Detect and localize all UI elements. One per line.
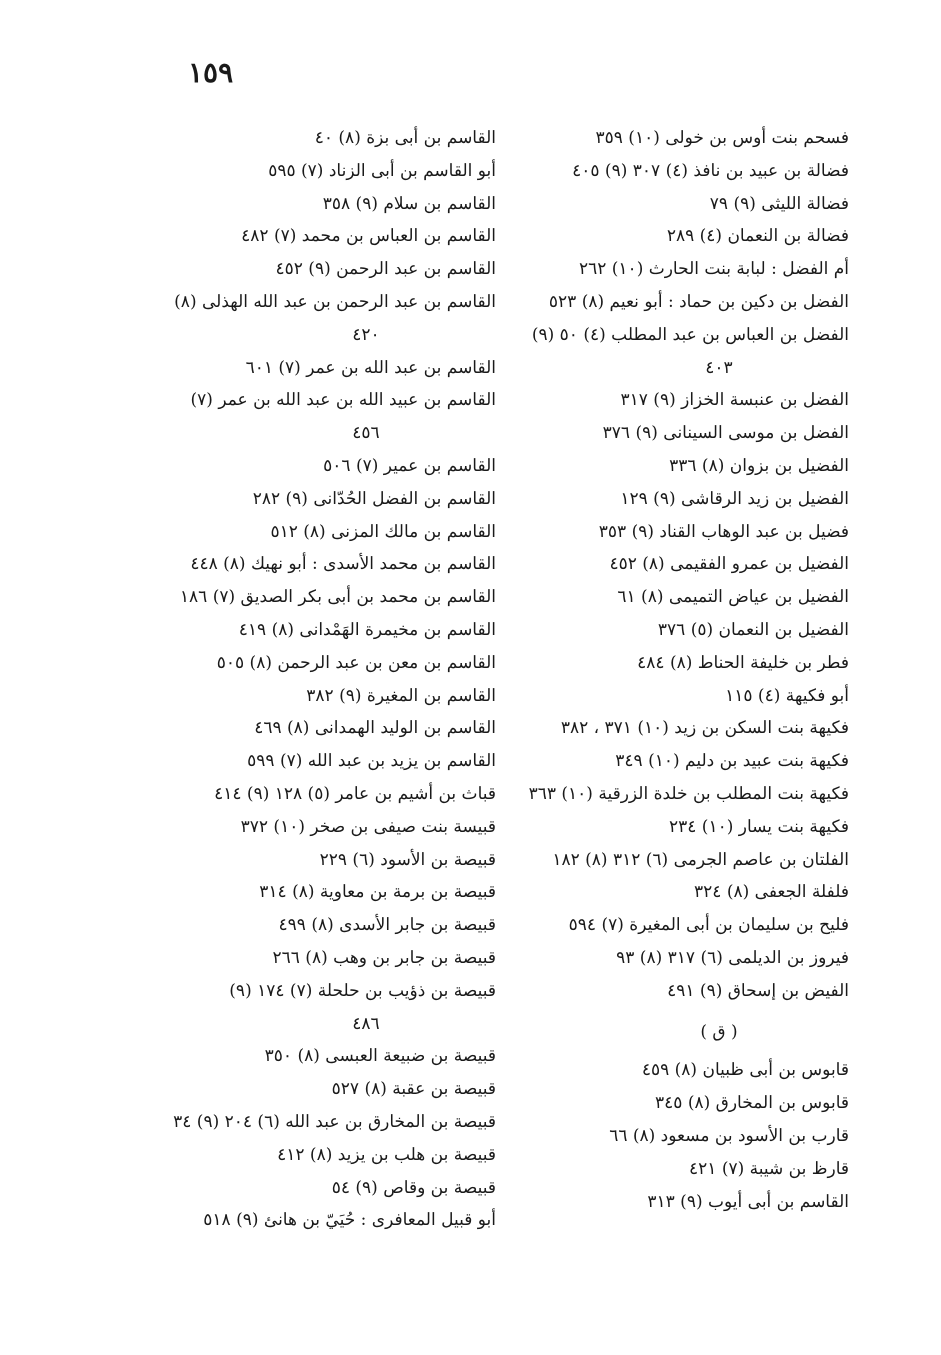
index-entry: فضالة الليثى (٩) ٧٩ — [709, 193, 849, 214]
index-entry: قابوس بن المخارق (٨) ٣٤٥ — [655, 1093, 849, 1114]
index-entry: الفضيل بن زيد الرقاشى (٩) ١٢٩ — [620, 488, 849, 509]
index-entry: أم الفضل : لبابة بنت الحارث (١٠) ٢٦٢ — [578, 259, 849, 280]
index-entry: قارب بن الأسود بن مسعود (٨) ٦٦ — [609, 1125, 849, 1146]
index-entry: الفضيل بن عياض التميمى (٨) ٦١ — [617, 587, 849, 608]
index-entry: فضيل بن عبد الوهاب القناد (٩) ٣٥٣ — [598, 521, 849, 542]
index-entry: فكيهة بنت المطلب بن خلدة الزرقية (١٠) ٣٦٣ — [528, 783, 849, 804]
index-entry: القاسم بن المغيرة (٩) ٣٨٢ — [306, 685, 496, 706]
index-entry: فكيهة بنت السكن بن زيد (١٠) ٣٧١ ، ٣٨٢ — [560, 718, 849, 739]
index-entry: فسحم بنت أوس بن خولى (١٠) ٣٥٩ — [595, 128, 849, 148]
index-entry: فليح بن سليمان بن أبى المغيرة (٧) ٥٩٤ — [568, 915, 849, 936]
index-entry: القاسم بن عبد الرحمن (٩) ٤٥٢ — [275, 259, 496, 280]
index-entry: القاسم بن عمير (٧) ٥٠٦ — [323, 455, 496, 476]
index-entry: فضالة بن عبيد بن نافذ (٤) ٣٠٧ (٩) ٤٠٥ — [572, 160, 849, 181]
index-entry: الفضل بن دكين بن حماد : أبو نعيم (٨) ٥٢٣ — [548, 291, 849, 312]
index-entry: فطر بن خليفة الحناط (٨) ٤٨٤ — [637, 652, 849, 673]
index-entry: قبيصة بن وقاص (٩) ٥٤ — [331, 1177, 496, 1198]
index-entry: القاسم بن العباس بن محمد (٧) ٤٨٢ — [241, 226, 496, 247]
index-entry: القاسم بن معن بن عبد الرحمن (٨) ٥٠٥ — [216, 652, 496, 673]
index-entry-continuation: ٤٠٣ — [705, 357, 733, 378]
index-entry: الفضيل بن عمرو الفقيمى (٨) ٤٥٢ — [609, 554, 849, 575]
index-entry: فكيهة بنت عبيد بن دليم (١٠) ٣٤٩ — [615, 751, 849, 772]
index-entry-continuation: ٤٥٦ — [352, 423, 380, 444]
index-entry: قارظ بن شيبة (٧) ٤٢١ — [689, 1158, 849, 1179]
index-entry: فضالة بن النعمان (٤) ٢٨٩ — [666, 226, 849, 247]
page-number: ١٥٩ — [188, 56, 234, 89]
index-entry: القاسم بن محمد الأسدى : أبو نهيك (٨) ٤٤٨ — [190, 554, 496, 575]
index-entry-continuation: ٤٨٦ — [352, 1013, 380, 1034]
index-entry: الفضيل بن النعمان (٥) ٣٧٦ — [657, 619, 849, 640]
index-entry: القاسم بن محمد بن أبى بكر الصديق (٧) ١٨٦ — [179, 587, 496, 608]
index-entry: فيروز بن الديلمى (٦) ٣١٧ (٨) ٩٣ — [616, 947, 849, 968]
index-entry: فلفلة الجعفى (٨) ٣٢٤ — [694, 882, 849, 903]
index-entry: قبيصة بن جابر الأسدى (٨) ٤٩٩ — [278, 915, 496, 936]
index-entry: القاسم بن أبى أيوب (٩) ٣١٣ — [647, 1191, 849, 1212]
index-entry: أبو فكيهة (٤) ١١٥ — [725, 685, 849, 706]
index-entry: قبيصة بن عقبة (٨) ٥٢٧ — [331, 1079, 496, 1100]
entries-list — [509, 122, 849, 1008]
index-entry: قبيصة بن جابر بن وهب (٨) ٢٦٦ — [272, 947, 496, 968]
index-entry: القاسم بن الوليد الهمدانى (٨) ٤٦٩ — [254, 718, 496, 739]
entries-list — [509, 1054, 849, 1218]
index-entry: قبيصة بن المخارق بن عبد الله (٦) ٢٠٤ (٩) ٣٤ — [173, 1111, 496, 1132]
index-entry: الفضل بن موسى السينانى (٩) ٣٧٦ — [602, 423, 849, 444]
section-header-qaf: ( ق ) — [700, 1021, 738, 1042]
index-entry: القاسم بن مخيمرة الهَمْدانى (٨) ٤١٩ — [238, 619, 496, 640]
index-entry: القاسم بن سلام (٩) ٣٥٨ — [322, 193, 496, 214]
index-entry: قبيصة بن ضبيعة العبسى (٨) ٣٥٠ — [264, 1046, 496, 1067]
index-entry: القاسم بن عبيد الله بن عبد الله بن عمر (٧) — [190, 390, 496, 411]
index-entry: الفلتان بن عاصم الجرمى (٦) ٣١٢ (٨) ١٨٢ — [552, 849, 849, 870]
index-entry: القاسم بن عبد الله بن عمر (٧) ٦٠١ — [245, 357, 496, 378]
index-entry: قبيصة بن برمة بن معاوية (٨) ٣١٤ — [259, 882, 496, 903]
index-entry: قبيصة بن ذؤيب بن حلحلة (٧) ١٧٤ (٩) — [229, 980, 496, 1001]
index-entry: قبيصة بن الأسود (٦) ٢٢٩ — [319, 849, 496, 870]
index-entry: القاسم بن أبى بزة (٨) ٤٠ — [314, 128, 496, 148]
index-entry: القاسم بن يزيد بن عبد الله (٧) ٥٩٩ — [247, 751, 496, 772]
entries-list — [156, 122, 496, 1237]
index-entry: قبيسة بنت صيفى بن صخر (١٠) ٣٧٢ — [240, 816, 496, 837]
index-entry: أبو القاسم بن أبى الزناد (٧) ٥٩٥ — [268, 160, 496, 181]
index-entry: الفضل بن عنبسة الخزاز (٩) ٣١٧ — [620, 390, 849, 411]
index-entry: أبو قبيل المعافرى : حُيَيّ بن هانئ (٩) ٥١٨ — [203, 1210, 496, 1231]
index-entry: الفضل بن العباس بن عبد المطلب (٤) ٥٠ (٩) — [531, 324, 849, 345]
index-entry: قباث بن أشيم بن عامر (٥) ١٢٨ (٩) ٤١٤ — [214, 783, 496, 804]
index-entry: قبيصة بن هلب بن يزيد (٨) ٤١٢ — [277, 1144, 496, 1165]
index-entry: القاسم بن الفضل الحُدّانى (٩) ٢٨٢ — [252, 488, 496, 509]
index-entry: الفضيل بن بزوان (٨) ٣٣٦ — [669, 455, 849, 476]
index-entry: القاسم بن مالك المزنى (٨) ٥١٢ — [270, 521, 496, 542]
index-entry: فكيهة بنت يسار (١٠) ٢٣٤ — [669, 816, 849, 837]
right-column — [509, 122, 849, 1218]
index-entry: الفيض بن إسحاق (٩) ٤٩١ — [667, 980, 849, 1001]
index-entry: قابوس بن أبى ظبيان (٨) ٤٥٩ — [641, 1060, 849, 1081]
index-entry-continuation: ٤٢٠ — [352, 324, 380, 345]
index-entry: القاسم بن عبد الرحمن بن عبد الله الهذلى (٨) — [174, 291, 496, 312]
left-column — [156, 122, 496, 1237]
